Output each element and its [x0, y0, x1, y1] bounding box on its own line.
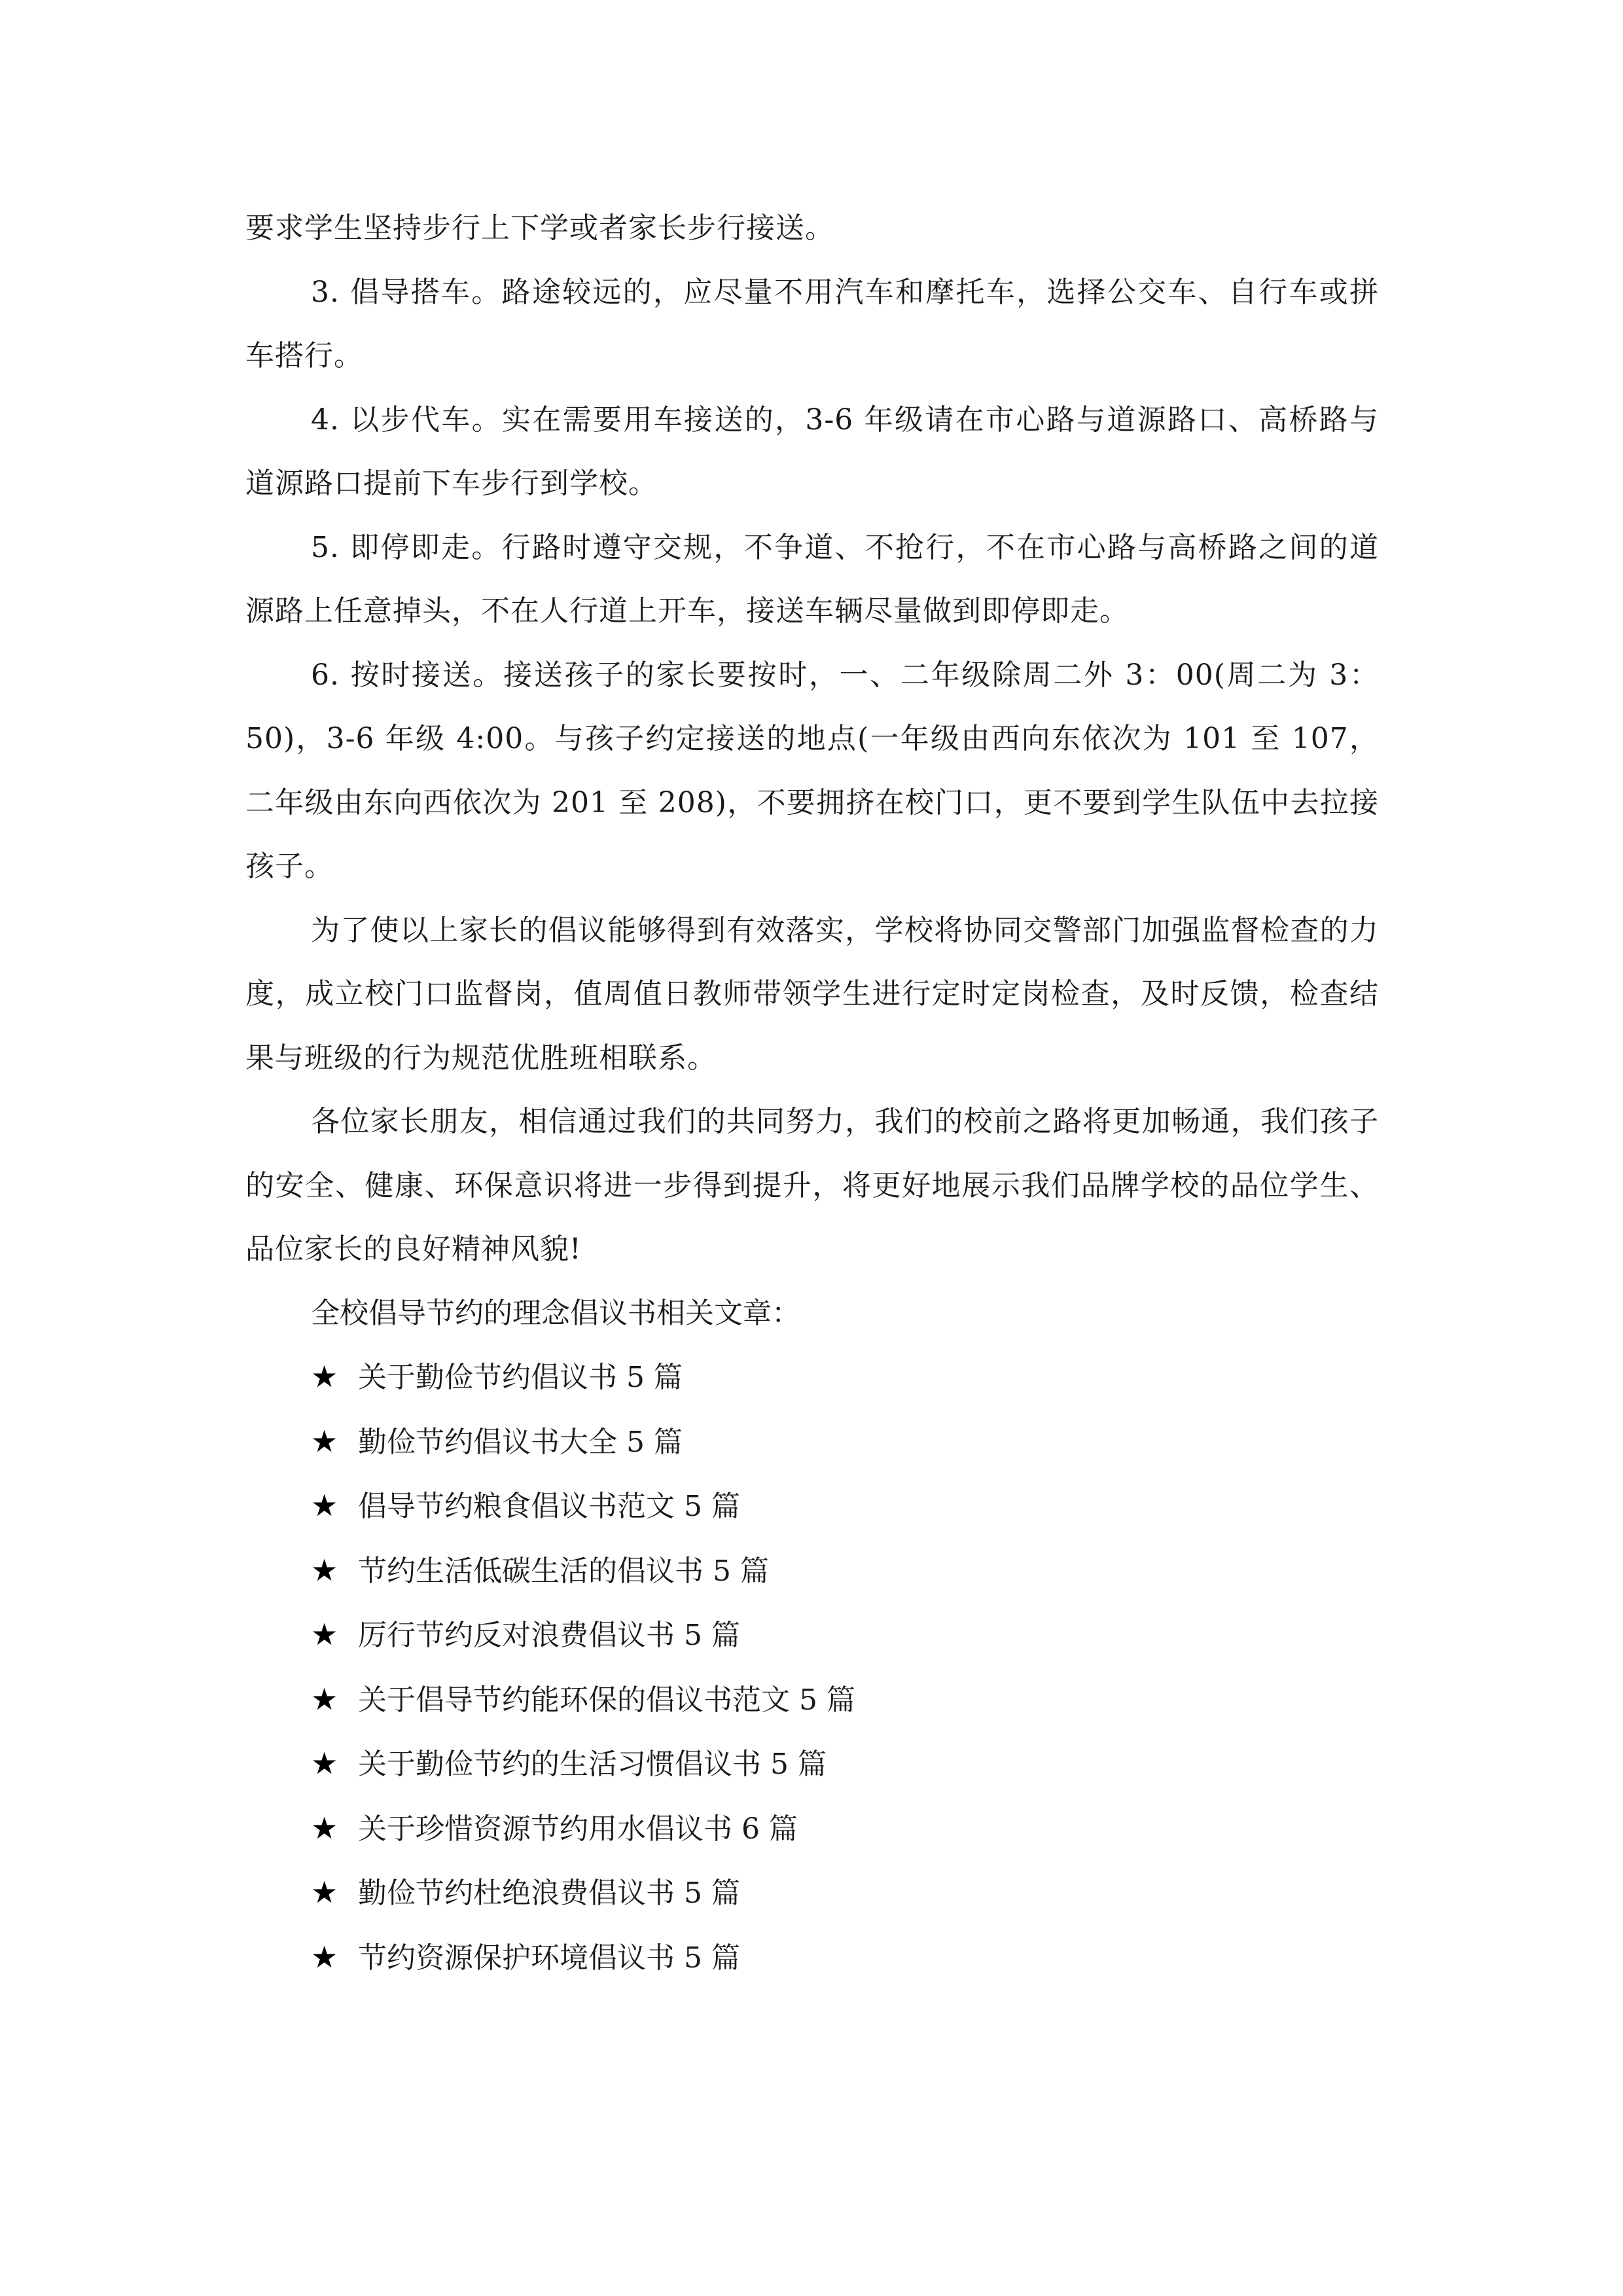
related-articles-list — [245, 1345, 1379, 1990]
related-article-title: 勤俭节约倡议书大全 5 篇 — [358, 1425, 683, 1459]
related-article-link[interactable] — [245, 1732, 1379, 1797]
star-icon: ★ — [311, 1681, 338, 1717]
related-article-title: 关于珍惜资源节约用水倡议书 6 篇 — [358, 1812, 798, 1846]
star-icon: ★ — [311, 1810, 338, 1846]
related-article-title: 厉行节约反对浪费倡议书 5 篇 — [358, 1619, 740, 1652]
star-icon: ★ — [311, 1746, 338, 1781]
related-article-title: 节约资源保护环境倡议书 5 篇 — [358, 1941, 740, 1975]
related-article-link[interactable] — [245, 1345, 1379, 1410]
related-article-link[interactable] — [245, 1668, 1379, 1732]
related-article-link[interactable] — [245, 1797, 1379, 1861]
related-article-title: 关于勤俭节约倡议书 5 篇 — [358, 1361, 683, 1394]
paragraph-item-6: 6. 按时接送。接送孩子的家长要按时，一、二年级除周二外 3：00(周二为 3：50)，3-6 年级 4:00。与孩子约定接送的地点(一年级由西向东依次为 101 至 107，二年级由东向西依次为 201 至 208)，不要拥挤在校门口，更不要到学生队伍中去拉接孩子。 — [245, 658, 1379, 883]
related-article-title: 勤俭节约杜绝浪费倡议书 5 篇 — [358, 1876, 740, 1910]
related-articles-heading: 全校倡导节约的理念倡议书相关文章： — [311, 1296, 800, 1330]
related-article-title: 关于勤俭节约的生活习惯倡议书 5 篇 — [358, 1748, 827, 1781]
related-article-link[interactable] — [245, 1474, 1379, 1539]
star-icon: ★ — [311, 1552, 338, 1588]
paragraph-item-5: 5. 即停即走。行路时遵守交规，不争道、不抢行，不在市心路与高桥路之间的道源路上任意掉头，不在人行道上开车，接送车辆尽量做到即停即走。 — [245, 530, 1379, 628]
star-icon: ★ — [311, 1939, 338, 1975]
paragraph-implementation: 为了使以上家长的倡议能够得到有效落实，学校将协同交警部门加强监督检查的力度，成立校门口监督岗，值周值日教师带领学生进行定时定岗检查，及时反馈，检查结果与班级的行为规范优胜班相联系。 — [245, 913, 1379, 1075]
document-body — [245, 196, 1379, 1990]
related-article-link[interactable] — [245, 1861, 1379, 1926]
related-article-link[interactable] — [245, 1539, 1379, 1604]
star-icon: ★ — [311, 1617, 338, 1652]
related-article-title: 节约生活低碳生活的倡议书 5 篇 — [358, 1554, 769, 1588]
related-article-link[interactable] — [245, 1926, 1379, 1990]
related-article-link[interactable] — [245, 1603, 1379, 1668]
paragraph-item-3: 3. 倡导搭车。路途较远的，应尽量不用汽车和摩托车，选择公交车、自行车或拼车搭行。 — [245, 275, 1379, 372]
paragraph-item-4: 4. 以步代车。实在需要用车接送的，3-6 年级请在市心路与道源路口、高桥路与道源路口提前下车步行到学校。 — [245, 403, 1379, 500]
paragraph-continuation: 要求学生坚持步行上下学或者家长步行接送。 — [245, 211, 834, 245]
star-icon: ★ — [311, 1423, 338, 1459]
star-icon: ★ — [311, 1488, 338, 1523]
related-article-title: 关于倡导节约能环保的倡议书范文 5 篇 — [358, 1683, 855, 1717]
related-article-link[interactable] — [245, 1410, 1379, 1475]
star-icon: ★ — [311, 1359, 338, 1394]
related-article-title: 倡导节约粮食倡议书范文 5 篇 — [358, 1490, 740, 1523]
paragraph-closing: 各位家长朋友，相信通过我们的共同努力，我们的校前之路将更加畅通，我们孩子的安全、健康、环保意识将进一步得到提升，将更好地展示我们品牌学校的品位学生、品位家长的良好精神风貌! — [245, 1105, 1379, 1266]
star-icon: ★ — [311, 1874, 338, 1910]
